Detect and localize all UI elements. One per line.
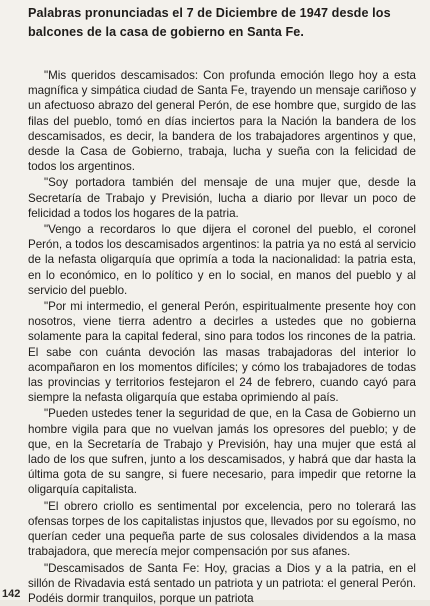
- speech-body: [28, 68, 416, 606]
- paragraph-5: "Pueden ustedes tener la seguridad de que, en la Casa de Gobierno un hombre vigila para que no vuelvan jamás los opresores del pueblo; y de que, en la Secretaría de Trabajo y Previsión, hay una mujer que está al lado de los que sufren, junto a los descamisados, y habrá que dar hasta la última gota de su sangre, si fuere necesario, para impedir que retorne la oligarquía capitalista.: [28, 406, 416, 497]
- paragraph-2: "Soy portadora también del mensaje de una mujer que, desde la Secretaría de Trabajo y Previsión, lucha a diario por llevar un poco de felicidad a todos los hogares de la patria.: [28, 175, 416, 221]
- paragraph-6: "El obrero criollo es sentimental por excelencia, pero no tolerará las ofensas torpes de los capitalistas injustos que, llevados por su egoísmo, no querían ceder una pequeña parte de sus colosales dividendos a la masa trabajadora, que merecía mejor compensación por sus afanes.: [28, 499, 416, 560]
- page-title: Palabras pronunciadas el 7 de Diciembre de 1947 desde los balcones de la casa de gobierno en Santa Fe.: [28, 4, 418, 42]
- paragraph-1: "Mis queridos descamisados: Con profunda emoción llego hoy a esta magnífica y simpática ciudad de Santa Fe, trayendo un mensaje cariñoso y un afectuoso abrazo del general Perón, de ese hombre que, surgido de las filas del pueblo, tomó en días inciertos para la Nación la bandera de los descamisados, es decir, la bandera de los trabajadores argentinos y que, desde la Casa de Gobierno, trabaja, lucha y sueña con la felicidad de todos los argentinos.: [28, 68, 416, 174]
- page-number: 142: [2, 588, 20, 600]
- paragraph-7: "Descamisados de Santa Fe: Hoy, gracias a Dios y a la patria, en el sillón de Rivadavia está sentado un patriota y un patriota: el general Perón. Podéis dormir tranquilos, porque un patriota: [28, 561, 416, 606]
- paragraph-4: "Por mi intermedio, el general Perón, espiritualmente presente hoy con nosotros, viene tierra adentro a decirles a ustedes que no gobierna solamente para la capital federal, sino para todos los rincones de la patria. El sabe con cuánta devoción las masas trabajadoras del interior lo acompañaron en los momentos difíciles; y cómo los trabajadores de todas las provincias y territorios festejaron el 24 de febrero, cuando cayó para siempre la nefasta oligarquía que estaba oprimiendo al país.: [28, 299, 416, 405]
- paragraph-3: "Vengo a recordaros lo que dijera el coronel del pueblo, el coronel Perón, a todos los descamisados argentinos: la patria ya no está al servicio de la nefasta oligarquía que oprimía a toda la nacionalidad: la patria esta, en lo económico, en lo político y en lo social, en manos del pueblo y al servicio del pueblo.: [28, 222, 416, 298]
